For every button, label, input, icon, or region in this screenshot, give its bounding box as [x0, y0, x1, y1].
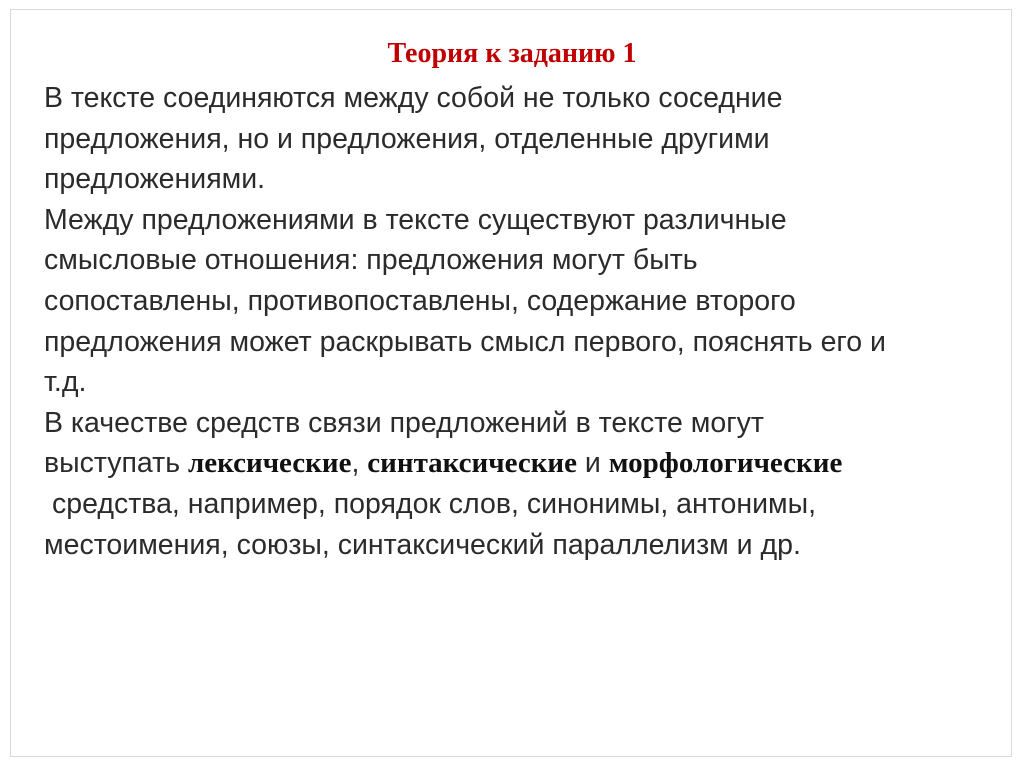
paragraph-means-line3: средства, например, порядок слов, синонимы, антонимы,: [52, 487, 816, 520]
term-lexical: лексические: [187, 447, 352, 480]
separator-comma: ,: [351, 447, 368, 480]
paragraph-means-line1: В качестве средств связи предложений в тексте могут: [44, 406, 764, 439]
slide-body: [44, 78, 994, 565]
paragraph-means: [44, 403, 994, 565]
separator-and: и: [576, 447, 609, 480]
paragraph-connection: В тексте соединяются между собой не только соседние предложения, но и предложения, отделенные другими предложениями.: [44, 82, 783, 196]
term-morphological: морфологические: [608, 447, 843, 480]
paragraph-means-line2-prefix: выступать: [44, 447, 188, 480]
slide-title: Теория к заданию 1: [387, 38, 637, 69]
term-syntactic: синтаксические: [367, 447, 577, 480]
paragraph-means-line4: местоимения, союзы, синтаксический параллелизм и др.: [44, 528, 801, 561]
paragraph-relations: Между предложениями в тексте существуют различные смысловые отношения: предложения могут быть сопоставлены, противопоставлены, содержание второго предложения может раскрывать смысл первого, пояснять его и т.д.: [44, 203, 886, 399]
